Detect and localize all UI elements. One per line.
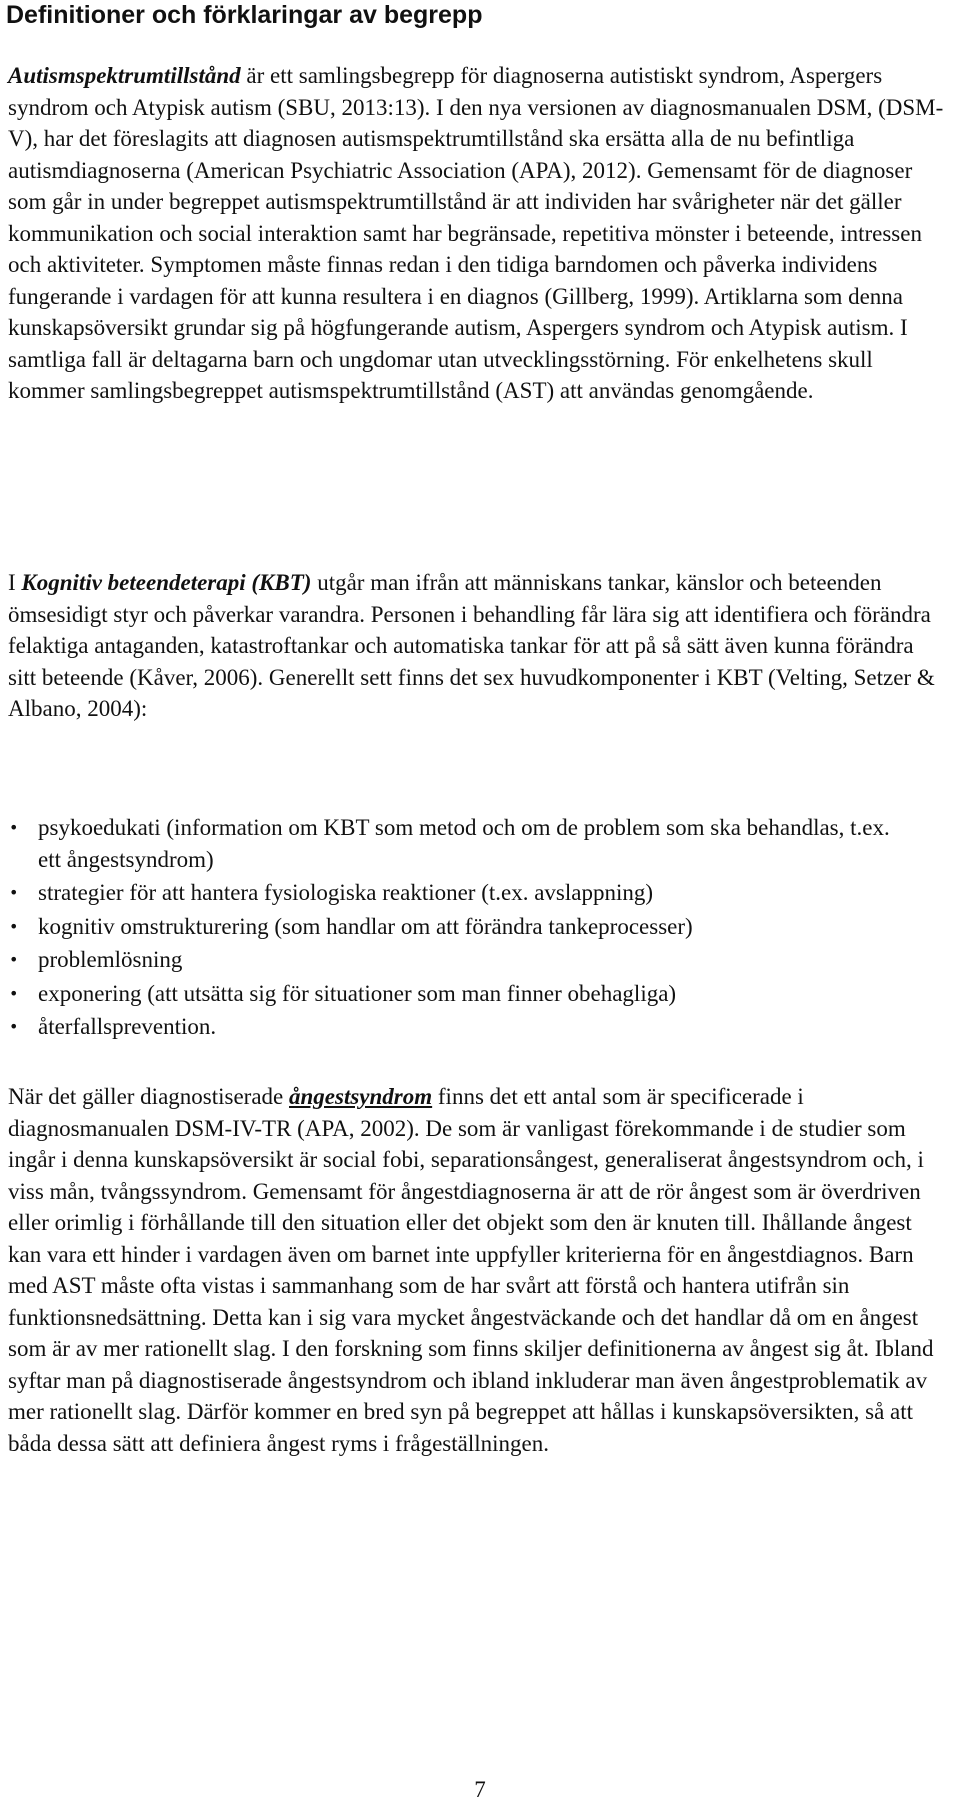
list-item bbox=[8, 877, 946, 909]
paragraph-angest-prefix: När det gäller diagnostiserade bbox=[8, 1084, 289, 1109]
list-item-text: problemlösning bbox=[38, 947, 183, 972]
list-item bbox=[8, 944, 946, 976]
bullet-icon: • bbox=[9, 950, 19, 969]
paragraph-ast-definition bbox=[8, 60, 946, 407]
list-item bbox=[8, 812, 946, 875]
list-item-text: psykoedukati (information om KBT som metod och om de problem som ska behandlas, t.ex. ett ångestsyndrom) bbox=[38, 815, 890, 872]
bullet-icon: • bbox=[9, 1017, 19, 1036]
paragraph-ast-body: är ett samlingsbegrepp för diagnoserna autistiskt syndrom, Aspergers syndrom och Atypisk autism (SBU, 2013:13). I den nya versionen av diagnosmanualen DSM, (DSM-V), har det föreslagits att diagnosen autismspektrumtillstånd ska ersätta alla de nu befintliga autismdiagnoserna (American Psychiatric Association (APA), 2012). Gemensamt för de diagnoser som går in under begreppet autismspektrumtillstånd är att individen har svårigheter när det gäller kommunikation och social interaktion samt har begränsade, repetitiva mönster i beteende, intressen och aktiviteter. Symptomen måste finnas redan i den tidiga barndomen och påverka individens fungerande i vardagen för att kunna resultera i en diagnos (Gillberg, 1999). Artiklarna som denna kunskapsöversikt grundar sig på högfungerande autism, Aspergers syndrom och Atypisk autism. I samtliga fall är deltagarna barn och ungdomar utan utvecklingsstörning. För enkelhetens skull kommer samlingsbegreppet autismspektrumtillstånd (AST) att användas genomgående. bbox=[8, 63, 944, 403]
section-heading: Definitioner och förklaringar av begrepp bbox=[6, 1, 483, 29]
list-item-text: kognitiv omstrukturering (som handlar om att förändra tankeprocesser) bbox=[38, 913, 693, 939]
list-item-text: exponering (att utsätta sig för situationer som man finner obehagliga) bbox=[38, 980, 677, 1006]
paragraph-angest-body: finns det ett antal som är specificerade i diagnosmanualen DSM-IV-TR (APA, 2002). De som är vanligast förekommande i de studier som ingår i denna kunskapsöversikt är social fobi, separationsångest, generaliserat ångestsyndrom och, i viss mån, tvångssyndrom. Gemensamt för ångestdiagnoserna är att de rör ångest som är överdriven eller orimlig i förhållande till den situation eller det objekt som den är knuten till. Ihållande ångest kan vara ett hinder i vardagen även om barnet inte uppfyller kriterierna för en ångestdiagnos. Barn med AST måste ofta vistas i sammanhang som de har svårt att förstå och hantera utifrån sin funktionsnedsättning. Detta kan i sig vara mycket ångestväckande och det handlar då om en ångest som är av mer rationellt slag. I den forskning som finns skiljer definitionerna av ångest sig åt. Ibland syftar man på diagnostiserade ångestsyndrom och ibland inkluderar man även ångestproblematik av mer rationellt slag. Därför kommer en bred syn på begreppet att hållas i kunskapsöversikten, så att båda dessa sätt att definiera ångest ryms i frågeställningen. bbox=[8, 1084, 934, 1456]
paragraph-kbt-definition bbox=[8, 567, 946, 725]
list-item-text: återfallsprevention. bbox=[38, 1014, 217, 1039]
term-angestsyndrom: ångestsyndrom bbox=[289, 1084, 433, 1109]
kbt-components-list bbox=[8, 812, 946, 1045]
page-number: 7 bbox=[474, 1777, 486, 1802]
bullet-icon: • bbox=[9, 916, 19, 936]
list-item bbox=[8, 1011, 946, 1043]
bullet-icon: • bbox=[9, 818, 19, 837]
paragraph-angest-definition bbox=[8, 1081, 946, 1459]
bullet-icon: • bbox=[9, 883, 19, 902]
bullet-icon: • bbox=[9, 983, 19, 1003]
list-item-text: strategier för att hantera fysiologiska reaktioner (t.ex. avslappning) bbox=[38, 880, 654, 905]
list-item bbox=[8, 978, 946, 1010]
term-autismspektrumtillstand: Autismspektrumtillstånd bbox=[8, 63, 241, 88]
paragraph-kbt-body: utgår man ifrån att människans tankar, känslor och beteenden ömsesidigt styr och påverkar varandra. Personen i behandling får lära sig att identifiera och förändra felaktiga antaganden, katastroftankar och automatiska tankar för att på så sätt även kunna förändra sitt beteende (Kåver, 2006). Generellt sett finns det sex huvudkomponenter i KBT (Velting, Setzer & Albano, 2004): bbox=[8, 570, 935, 721]
term-kbt: Kognitiv beteendeterapi (KBT) bbox=[21, 570, 312, 595]
paragraph-kbt-prefix: I bbox=[8, 570, 22, 595]
list-item bbox=[8, 911, 946, 943]
